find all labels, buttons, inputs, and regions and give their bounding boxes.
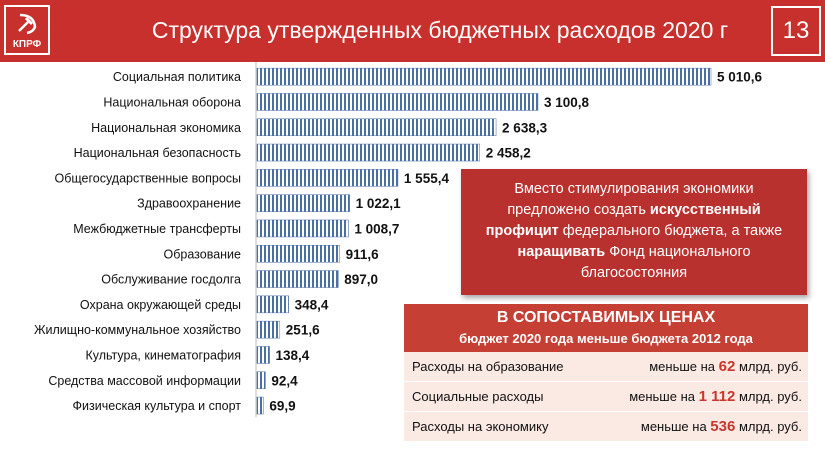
logo-text: КПРФ <box>12 39 42 50</box>
category-label: Обслуживание госдолга <box>101 272 241 287</box>
value-label: 251,6 <box>285 322 320 338</box>
bar <box>257 119 496 136</box>
value-number: 536 <box>710 418 736 435</box>
category-label: Национальная экономика <box>91 120 241 135</box>
value-prefix: меньше на <box>629 389 699 404</box>
comparison-row-value <box>589 388 802 405</box>
comparison-row-label: Расходы на образование <box>412 359 564 374</box>
slide-title: Структура утвержденных бюджетных расходов 2020 г <box>151 17 729 43</box>
comparison-row <box>404 352 808 382</box>
value-label: 348,4 <box>294 297 329 313</box>
comparison-subtitle: бюджет 2020 года меньше бюджета 2012 года <box>459 331 753 346</box>
bar <box>257 271 338 288</box>
bar <box>257 397 263 414</box>
bar <box>257 93 538 110</box>
bar <box>257 169 398 186</box>
value-label: 1 022,1 <box>355 196 401 212</box>
comparison-row-label: Расходы на экономику <box>412 419 549 434</box>
bar <box>257 220 348 237</box>
bar <box>257 346 270 363</box>
value-label: 1 555,4 <box>403 170 449 186</box>
category-label: Здравоохранение <box>137 196 241 211</box>
value-label: 3 100,8 <box>543 94 590 110</box>
bar <box>257 321 280 338</box>
value-suffix: млрд. руб. <box>735 359 802 374</box>
comparison-row-value <box>589 418 802 435</box>
comparison-row <box>404 382 808 412</box>
comparison-table <box>404 304 808 442</box>
bar <box>257 245 340 262</box>
value-label: 138,4 <box>275 347 310 363</box>
comparison-row <box>404 412 808 442</box>
value-label: 2 638,3 <box>502 120 548 136</box>
callout-bold-1: искусственный профицит <box>485 202 761 239</box>
category-label: Социальная политика <box>112 70 241 85</box>
value-label: 5 010,6 <box>717 69 763 85</box>
value-label: 911,6 <box>345 246 379 262</box>
hammer-sickle-icon <box>14 11 40 37</box>
category-label: Средства массовой информации <box>48 373 241 388</box>
value-label: 897,0 <box>344 272 379 288</box>
value-prefix: меньше на <box>649 359 719 374</box>
value-label: 69,9 <box>269 398 296 414</box>
category-label: Физическая культура и спорт <box>72 399 241 414</box>
value-suffix: млрд. руб. <box>735 389 802 404</box>
header-bar <box>0 0 825 62</box>
page-number: 13 <box>771 6 821 56</box>
category-label: Образование <box>163 247 241 262</box>
category-label: Национальная безопасность <box>73 146 241 161</box>
category-label: Национальная оборона <box>103 95 241 110</box>
value-suffix: млрд. руб. <box>735 419 802 434</box>
comparison-row-value <box>589 358 802 375</box>
callout-box <box>461 169 807 295</box>
bar <box>257 68 711 85</box>
value-number: 62 <box>718 358 736 375</box>
bar <box>257 372 265 389</box>
comparison-header <box>404 304 808 352</box>
bar <box>257 144 480 161</box>
value-number: 1 112 <box>698 388 736 405</box>
bar <box>257 296 289 313</box>
kprf-logo <box>4 5 50 55</box>
callout-bold-2: наращивать <box>517 244 606 260</box>
callout-text-3: Фонд национального благосостояния <box>580 244 751 281</box>
value-label: 1 008,7 <box>354 221 400 237</box>
category-label: Общегосударственные вопросы <box>54 171 241 186</box>
category-label: Жилищно-коммунальное хозяйство <box>33 323 241 338</box>
value-label: 92,4 <box>271 373 298 389</box>
comparison-row-label: Социальные расходы <box>412 389 544 404</box>
callout-text-2: федерального бюджета, а также <box>558 223 783 239</box>
category-label: Охрана окружающей среды <box>79 297 241 312</box>
value-prefix: меньше на <box>640 419 711 434</box>
category-label: Межбюджетные трансферты <box>73 221 241 236</box>
callout-text-1: Вместо стимулирования экономики предложено создать <box>507 181 754 218</box>
category-label: Культура, кинематография <box>85 348 241 363</box>
bar <box>257 195 350 212</box>
value-label: 2 458,2 <box>485 145 531 161</box>
comparison-title: В СОПОСТАВИМЫХ ЦЕНАХ <box>496 309 716 326</box>
